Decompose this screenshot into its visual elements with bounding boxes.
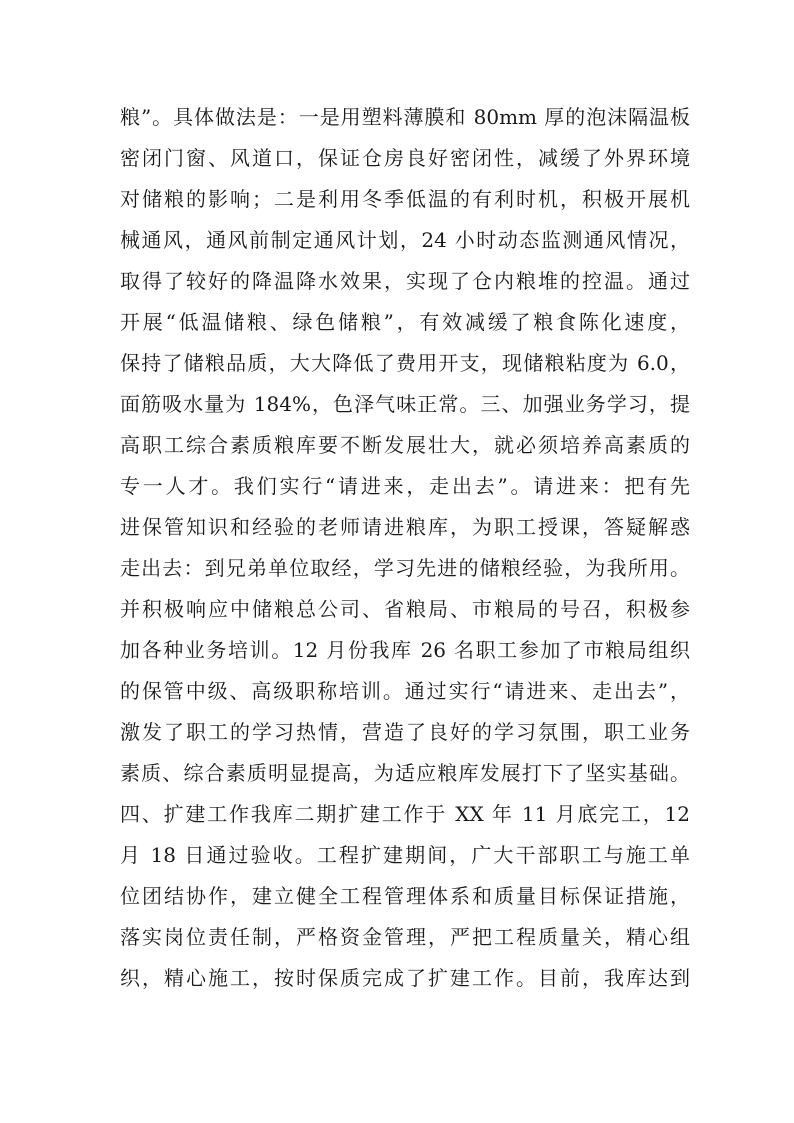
text-line: 高职工综合素质粮库要不断发展壮大，就必须培养高素质的 [120,433,690,457]
text-line: 进保管知识和经验的老师请进粮库，为职工授课，答疑解惑 [120,515,690,539]
text-line: 激发了职工的学习热情，营造了良好的学习氛围，职工业务 [120,720,690,744]
body-text [120,97,690,999]
text-line: 粮”。具体做法是：一是用塑料薄膜和 80mm 厚的泡沫隔温板 [120,105,690,129]
text-line: 四、扩建工作我库二期扩建工作于 XX 年 11 月底完工，12 [120,802,690,826]
text-line: 并积极响应中储粮总公司、省粮局、市粮局的号召，积极参 [120,597,690,621]
text-line: 的保管中级、高级职称培训。通过实行“请进来、走出去”， [120,679,690,703]
text-line: 开展“低温储粮、绿色储粮”，有效减缓了粮食陈化速度， [120,310,690,334]
text-line: 取得了较好的降温降水效果，实现了仓内粮堆的控温。通过 [120,269,690,293]
text-line: 落实岗位责任制，严格资金管理，严把工程质量关，精心组 [120,925,690,949]
text-line: 位团结协作，建立健全工程管理体系和质量目标保证措施， [120,884,690,908]
text-line: 月 18 日通过验收。工程扩建期间，广大干部职工与施工单 [120,843,690,867]
text-line: 走出去：到兄弟单位取经，学习先进的储粮经验，为我所用。 [120,556,690,580]
text-line: 械通风，通风前制定通风计划，24 小时动态监测通风情况， [120,228,690,252]
text-line: 加各种业务培训。12 月份我库 26 名职工参加了市粮局组织 [120,638,690,662]
text-line: 织，精心施工，按时保质完成了扩建工作。目前，我库达到 [120,966,690,990]
text-line: 素质、综合素质明显提高，为适应粮库发展打下了坚实基础。 [120,761,690,785]
text-line: 对储粮的影响；二是利用冬季低温的有利时机，积极开展机 [120,187,690,211]
text-line: 专一人才。我们实行“请进来，走出去”。请进来：把有先 [120,474,690,498]
text-line: 密闭门窗、风道口，保证仓房良好密闭性，减缓了外界环境 [120,146,690,170]
text-line: 保持了储粮品质，大大降低了费用开支，现储粮粘度为 6.0， [120,351,690,375]
text-line: 面筋吸水量为 184%，色泽气味正常。三、加强业务学习，提 [120,392,690,416]
